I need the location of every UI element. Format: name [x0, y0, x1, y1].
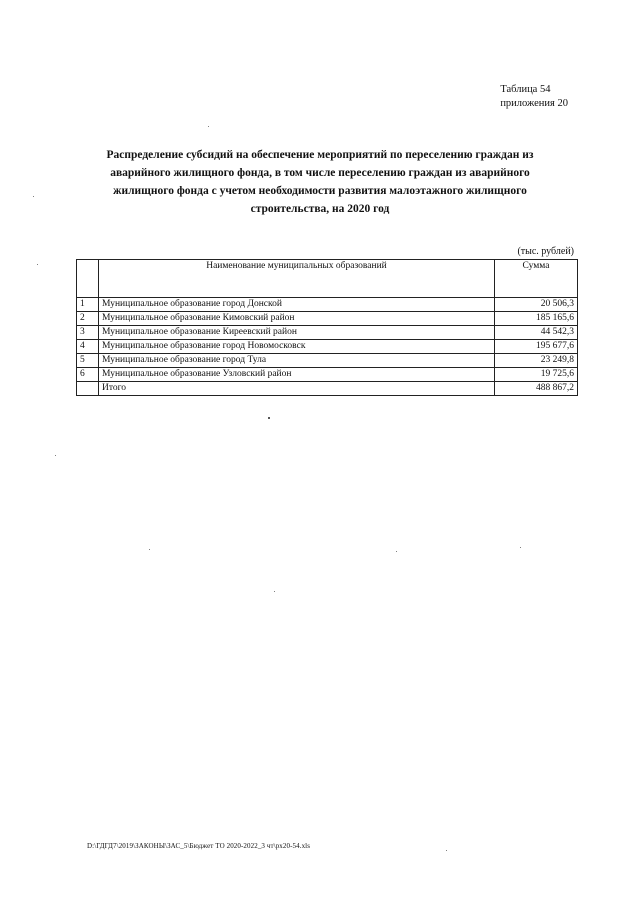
- row-number: 6: [77, 368, 99, 382]
- title-line: строительства, на 2020 год: [250, 203, 390, 215]
- table-row: [77, 354, 578, 368]
- row-number: 5: [77, 354, 99, 368]
- subsidy-amount: 44 542,3: [495, 326, 578, 340]
- total-amount: 488 867,2: [495, 382, 578, 396]
- table-row: [77, 298, 578, 312]
- row-number: 3: [77, 326, 99, 340]
- column-header-sum: Сумма: [495, 260, 578, 298]
- row-number: 2: [77, 312, 99, 326]
- municipality-name: Муниципальное образование Кимовский район: [99, 312, 495, 326]
- subsidy-amount: 195 677,6: [495, 340, 578, 354]
- document-title: [80, 146, 560, 218]
- subsidy-amount: 23 249,8: [495, 354, 578, 368]
- scan-speck: [520, 547, 521, 548]
- title-line: жилищного фонда с учетом необходимости развития малоэтажного жилищного: [113, 185, 527, 197]
- scan-speck: [55, 455, 56, 456]
- municipality-name: Муниципальное образование город Тула: [99, 354, 495, 368]
- row-number: 4: [77, 340, 99, 354]
- table-row: [77, 312, 578, 326]
- table-row: [77, 340, 578, 354]
- scan-speck: [446, 850, 447, 851]
- table-row: [77, 368, 578, 382]
- appendix-label: приложения 20: [500, 98, 568, 109]
- table-number: Таблица 54: [500, 84, 551, 95]
- units-label: (тыс. рублей): [517, 246, 574, 257]
- column-header-number: [77, 260, 99, 298]
- municipality-name: Муниципальное образование город Донской: [99, 298, 495, 312]
- scan-speck: [274, 591, 275, 592]
- title-line: аварийного жилищного фонда, в том числе переселению граждан из аварийного: [110, 167, 530, 179]
- subsidy-amount: 20 506,3: [495, 298, 578, 312]
- subsidy-amount: 19 725,6: [495, 368, 578, 382]
- row-number: 1: [77, 298, 99, 312]
- scan-speck: [396, 551, 397, 552]
- scan-speck: [37, 264, 38, 265]
- total-number-cell: [77, 382, 99, 396]
- table-header-row: [77, 260, 578, 298]
- column-header-name: Наименование муниципальных образований: [99, 260, 495, 298]
- table-row: [77, 326, 578, 340]
- municipality-name: Муниципальное образование Узловский район: [99, 368, 495, 382]
- file-path-footer: D:\ГДГД7\2019\ЗАКОНЫ\ЗАС_5\Бюджет ТО 2020-2022_3 чт\рх20-54.xls: [87, 842, 311, 850]
- scan-speck: [268, 417, 270, 419]
- table-reference: [500, 83, 568, 111]
- municipality-name: Муниципальное образование Киреевский район: [99, 326, 495, 340]
- title-line: Распределение субсидий на обеспечение мероприятий по переселению граждан из: [106, 149, 534, 161]
- scan-speck: [149, 549, 150, 550]
- subsidy-table: [76, 259, 578, 396]
- municipality-name: Муниципальное образование город Новомосковск: [99, 340, 495, 354]
- scan-speck: [208, 126, 209, 127]
- total-label: Итого: [99, 382, 495, 396]
- subsidy-amount: 185 165,6: [495, 312, 578, 326]
- scan-speck: [33, 196, 34, 197]
- table-total-row: [77, 382, 578, 396]
